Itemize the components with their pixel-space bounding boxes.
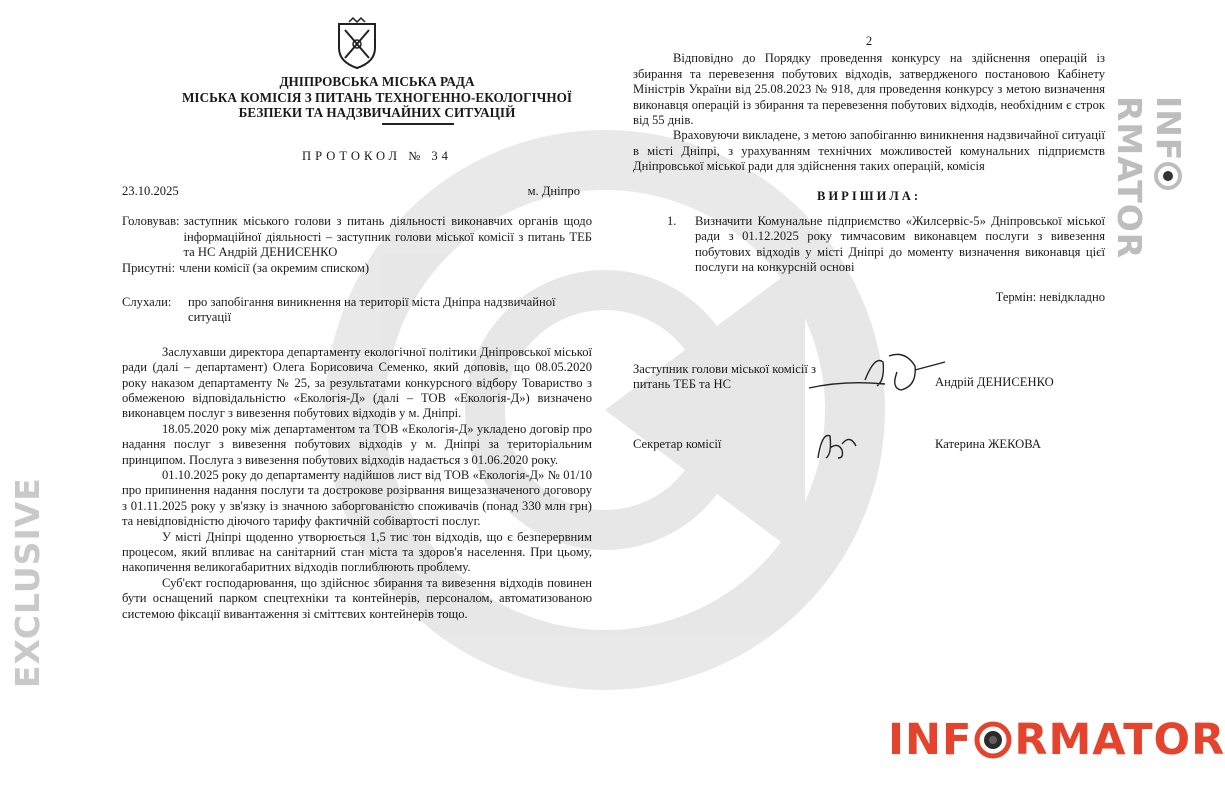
informator-logo bbox=[888, 715, 1225, 765]
heard-text: про запобігання виникнення на території міста Дніпра надзвичайної ситуації bbox=[188, 294, 556, 325]
commission-name-line1: МІСЬКА КОМІСІЯ З ПИТАНЬ ТЕХНОГЕННО-ЕКОЛОГІЧНОЇ bbox=[181, 89, 572, 105]
decision-heading: ВИРІШИЛА: bbox=[816, 188, 922, 203]
heard-label: Слухали: bbox=[122, 294, 172, 309]
side-brand-pre: INF bbox=[1149, 96, 1188, 162]
logo-eye-icon bbox=[973, 720, 1013, 760]
exclusive-label: EXCLUSIVE bbox=[8, 477, 47, 688]
chair-row bbox=[122, 214, 592, 260]
logo-text-pre: INF bbox=[888, 715, 973, 765]
page-number: 2 bbox=[865, 34, 873, 48]
paragraph-7: Враховуючи викладене, з метою запобіганню виникнення надзвичайної ситуації в місті Дніпрі, з урахуванням технічних можливостей комунальних підприємств Дніпровської міської ради для здійснення таких операцій, комісія bbox=[633, 128, 1105, 174]
chair-text: заступник міського голови з питань діяльності виконавчих органів щодо інформаційної діяльності – заступник голови міської комісії з питань ТЕБ та НС Андрій ДЕНИСЕНКО bbox=[183, 214, 592, 260]
page-two bbox=[633, 34, 1105, 305]
logo-text-post: RMATOR bbox=[1014, 715, 1225, 765]
protocol-city: м. Дніпро bbox=[527, 183, 580, 198]
page-one bbox=[122, 18, 592, 622]
council-name: ДНІПРОВСЬКА МІСЬКА РАДА bbox=[279, 74, 475, 89]
side-brand-text bbox=[1110, 96, 1188, 259]
paragraph-3: 01.10.2025 року до департаменту надійшов лист від ТОВ «Екологія-Д» № 01/10 про припинення надання послуги та дострокове розірвання вищезазначеного договору з 01.11.2025 року у зв'язку із значною заборгованістю споживачів (понад 330 млн грн) та невідповідністю діючого тарифу фактичній собівартості послуг. bbox=[122, 468, 592, 529]
secretary-title: Секретар комісії bbox=[633, 437, 722, 451]
protocol-title: ПРОТОКОЛ № 34 bbox=[302, 148, 452, 163]
header-divider bbox=[382, 123, 454, 125]
paragraph-1: Заслухавши директора департаменту екологічної політики Дніпровської міської ради (далі – департамент) Олега Борисовича Семенко, який доповів, що 08.05.2020 року наказом департаменту № 25, за результатами конкурсного відбору Товариство з обмеженою відповідальністю «Екологія-Д» (далі – ТОВ «Екологія-Д») визначено виконавцем послуг з вивезення побутових відходів у м. Дніпрі. bbox=[122, 344, 592, 421]
chair-label: Головував: bbox=[122, 214, 180, 229]
deputy-signature-icon bbox=[805, 350, 955, 395]
present-label: Присутні: bbox=[122, 260, 176, 275]
deputy-name: Андрій ДЕНИСЕНКО bbox=[935, 375, 1054, 389]
deputy-title-line2: питань ТЕБ та НС bbox=[633, 377, 732, 392]
paragraph-6: Відповідно до Порядку проведення конкурсу на здійснення операцій із збирання та перевезення побутових відходів, затвердженого постановою Кабінету Міністрів України від 25.08.2023 № 918, для проведення конкурсу з метою визначення виконавця операцій із збирання та перевезення побутових відходів, необхідним є строк від 55 днів. bbox=[633, 51, 1105, 128]
paragraph-2: 18.05.2020 року між департаментом та ТОВ «Екологія-Д» укладено договір про надання послуг з вивезення побутових відходів у м. Дніпрі за територіальним принципом. Послуга з вивезення побутових відходів надається з 01.06.2020 року. bbox=[122, 421, 592, 467]
paragraph-5: Суб'єкт господарювання, що здійснює збирання та вивезення відходів повинен бути оснащений парком спецтехніки та контейнерів, персоналом, автоматизованою системою фіксації вивантаження зі сміттєвих контейнерів тощо. bbox=[122, 575, 592, 621]
city-coat-of-arms-icon bbox=[335, 18, 379, 70]
commission-name-line2: БЕЗПЕКИ ТА НАДЗВИЧАЙНИХ СИТУАЦІЙ bbox=[238, 105, 516, 120]
side-brand-o-icon bbox=[1153, 161, 1183, 191]
secretary-name: Катерина ЖЕКОВА bbox=[935, 437, 1041, 451]
side-brand-post: RMATOR bbox=[1110, 96, 1149, 260]
decision-item-text: Визначити Комунальне підприємство «Жилсервіс-5» Дніпровської міської ради з 01.12.2025 року тимчасовим виконавцем послуги з вивезення побутових відходів у місті Дніпрі до моменту визначення виконавця цієї послуги на конкурсній основі bbox=[695, 214, 1105, 275]
deadline: Термін: невідкладно bbox=[995, 289, 1105, 304]
present-text: члени комісії (за окремим списком) bbox=[179, 260, 370, 275]
paragraph-4: У місті Дніпрі щоденно утворюється 1,5 тис тон відходів, що є безперервним процесом, який впливає на санітарний стан міста та здоров'я населення. При цьому, накопичення великогабаритних відходів поглиблюють проблему. bbox=[122, 529, 592, 575]
protocol-date: 23.10.2025 bbox=[122, 183, 179, 198]
decision-item-number: 1. bbox=[667, 214, 677, 229]
decision-item-1 bbox=[633, 214, 1105, 276]
signature-block-deputy bbox=[633, 362, 816, 393]
present-row bbox=[122, 261, 592, 276]
secretary-signature-icon bbox=[812, 428, 862, 464]
date-line bbox=[122, 184, 592, 199]
heard-row bbox=[122, 295, 592, 326]
deputy-title-line1: Заступник голови міської комісії з bbox=[633, 362, 816, 376]
